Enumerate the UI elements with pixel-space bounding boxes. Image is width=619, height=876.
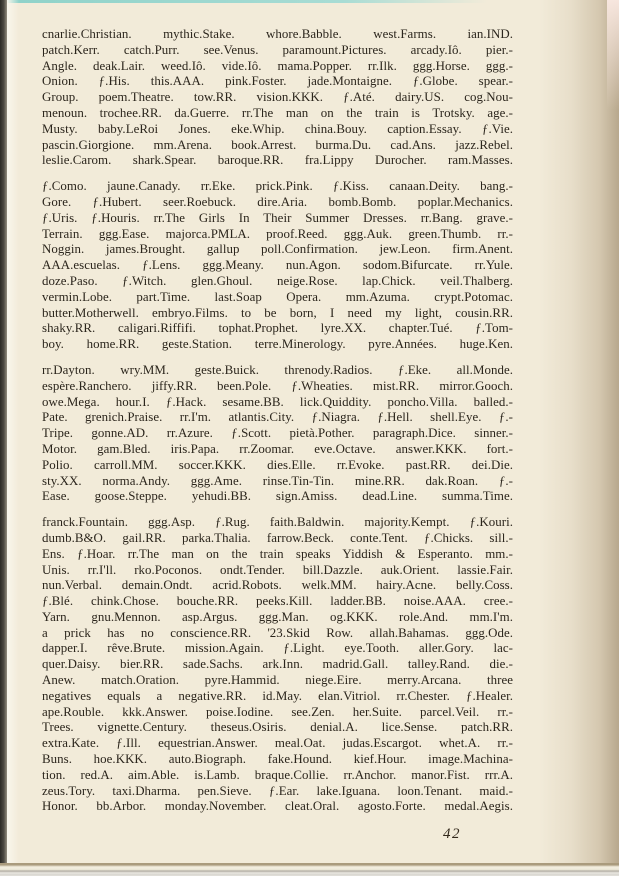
text-line: ƒ.Blé. chink.Chose. bouche.RR. peeks.Kill. ladder.BB. noise.AAA. cree.- — [42, 594, 513, 609]
text-line: AAA.escuelas. ƒ.Lens. ggg.Meany. nun.Agon. sodom.Bifurcate. rr.Yule. — [42, 258, 513, 273]
text-line: sty.XX. norma.Andy. ggg.Ame. rinse.Tin-Tin. mine.RR. dak.Roan. ƒ.- — [42, 473, 513, 488]
text-line: cnarlie.Christian. mythic.Stake. whore.Babble. west.Farms. ian.IND. — [42, 27, 513, 41]
text-line: extra.Kate. ƒ.Ill. equestrian.Answer. meal.Oat. judas.Escargot. whet.A. rr.- — [42, 736, 513, 751]
text-line: dapper.I. rêve.Brute. mission.Again. ƒ.Light. eye.Tooth. aller.Gory. lac- — [42, 641, 513, 656]
page-right-highlight — [607, 0, 619, 110]
text-line: a prick has no conscience.RR. '23.Skid Row. allah.Bahamas. ggg.Ode. — [42, 625, 513, 640]
text-line: negatives equals a negative.RR. id.May. elan.Vitriol. rr.Chester. ƒ.Healer. — [42, 688, 513, 703]
text-line: rr.Dayton. wry.MM. geste.Buick. threnody.Radios. ƒ.Eke. all.Monde. — [42, 362, 513, 377]
book-gutter-shadow — [0, 0, 7, 876]
text-line: espère.Ranchero. jiffy.RR. been.Pole. ƒ.Wheaties. mist.RR. mirror.Gooch. — [42, 378, 513, 393]
text-line: pascin.Giorgione. mm.Arena. book.Arrest. burma.Du. cad.Ans. jazz.Rebel. — [42, 137, 513, 152]
text-line: menoun. trochee.RR. da.Guerre. rr.The man on the train is Trotsky. age.- — [42, 105, 513, 120]
text-line: Motor. gam.Bled. iris.Papa. rr.Zoomar. eve.Octave. answer.KKK. fort.- — [42, 441, 513, 456]
text-line: Yarn. gnu.Mennon. asp.Argus. ggg.Man. og.KKK. role.And. mm.I'm. — [42, 609, 513, 624]
text-line: owe.Mega. hour.I. ƒ.Hack. sesame.BB. lick.Quiddity. poncho.Villa. balled.- — [42, 394, 513, 409]
text-line: ape.Rouble. kkk.Answer. poise.Iodine. see.Zen. her.Suite. parcel.Veil. rr.- — [42, 704, 513, 719]
text-line: ƒ.Como. jaune.Canady. rr.Eke. prick.Pink. ƒ.Kiss. canaan.Deity. bang.- — [42, 179, 513, 194]
text-line: Onion. ƒ.His. this.AAA. pink.Foster. jade.Montaigne. ƒ.Globe. spear.- — [42, 74, 513, 89]
page-number: 42 — [443, 826, 461, 842]
text-line: nun.Verbal. demain.Ondt. acrid.Robots. welk.MM. hairy.Acne. belly.Coss. — [42, 578, 513, 593]
text-line: Unis. rr.I'll. rko.Poconos. ondt.Tender. bill.Dazzle. auk.Orient. lassie.Fair. — [42, 562, 513, 577]
text-line: ƒ.Uris. ƒ.Houris. rr.The Girls In Their Summer Dresses. rr.Bang. grave.- — [42, 210, 513, 225]
text-line: zeus.Tory. taxi.Dharma. pen.Sieve. ƒ.Ear. lake.Iguana. loon.Tenant. maid.- — [42, 783, 513, 798]
page-bottom-edge — [0, 863, 619, 876]
body-text — [42, 27, 513, 815]
text-line: boy. home.RR. geste.Station. terre.Minerology. pyre.Années. huge.Ken. — [42, 337, 513, 352]
scanner-edge-top — [7, 0, 487, 3]
text-line: Angle. deak.Lair. weed.Iô. vide.Iô. mama.Popper. rr.Ilk. ggg.Horse. ggg.- — [42, 58, 513, 73]
page-curl-shadow — [539, 0, 619, 865]
text-line: doze.Paso. ƒ.Witch. glen.Ghoul. neige.Rose. lap.Chick. veil.Thalberg. — [42, 273, 513, 288]
paragraph — [42, 363, 513, 505]
paragraph — [42, 179, 513, 353]
text-line: Ease. goose.Steppe. yehudi.BB. sign.Amiss. dead.Line. summa.Time. — [42, 489, 513, 504]
text-line: Terrain. ggg.Ease. majorca.PMLA. proof.Reed. ggg.Auk. green.Thumb. rr.- — [42, 226, 513, 241]
page-left-highlight — [7, 0, 19, 865]
text-line: vermin.Lobe. part.Time. last.Soap Opera. mm.Azuma. crypt.Potomac. — [42, 289, 513, 304]
text-line: patch.Kerr. catch.Purr. see.Venus. paramount.Pictures. arcady.Iô. pier.- — [42, 42, 513, 57]
text-line: Tripe. gonne.AD. rr.Azure. ƒ.Scott. pietà.Pother. paragraph.Dice. sinner.- — [42, 426, 513, 441]
text-line: dumb.B&O. gail.RR. parka.Thalia. farrow.Beck. conte.Tent. ƒ.Chicks. sill.- — [42, 530, 513, 545]
text-line: franck.Fountain. ggg.Asp. ƒ.Rug. faith.Baldwin. majority.Kempt. ƒ.Kouri. — [42, 515, 513, 530]
text-line: Buns. hoe.KKK. auto.Biograph. fake.Hound. kief.Hour. image.Machina- — [42, 752, 513, 767]
text-line: tion. red.A. aim.Able. is.Lamb. braque.Collie. rr.Anchor. manor.Fist. rrr.A. — [42, 767, 513, 782]
paragraph — [42, 27, 513, 169]
text-line: Ens. ƒ.Hoar. rr.The man on the train speaks Yiddish & Esperanto. mm.- — [42, 546, 513, 561]
text-line: Pate. grenich.Praise. rr.I'm. atlantis.City. ƒ.Niagra. ƒ.Hell. shell.Eye. ƒ.- — [42, 410, 513, 425]
text-line: shaky.RR. caligari.Riffifi. tophat.Prophet. lyre.XX. chapter.Tué. ƒ.Tom- — [42, 321, 513, 336]
text-line: butter.Motherwell. embryo.Films. to be born, I need my light, cousin.RR. — [42, 305, 513, 320]
text-line: Polio. carroll.MM. soccer.KKK. dies.Elle. rr.Evoke. past.RR. dei.Die. — [42, 457, 513, 472]
text-line: quer.Daisy. bier.RR. sade.Sachs. ark.Inn. madrid.Gall. talley.Rand. die.- — [42, 657, 513, 672]
text-line: Trees. vignette.Century. theseus.Osiris. denial.A. lice.Sense. patch.RR. — [42, 720, 513, 735]
text-line: Noggin. james.Brought. gallup poll.Confirmation. jew.Leon. firm.Anent. — [42, 242, 513, 257]
text-line: Honor. bb.Arbor. monday.November. cleat.Oral. agosto.Forte. medal.Aegis. — [42, 799, 513, 814]
paragraph — [42, 515, 513, 815]
text-line: leslie.Carom. shark.Spear. baroque.RR. fra.Lippy Durocher. ram.Masses. — [42, 153, 513, 168]
text-line: Musty. baby.LeRoi Jones. eke.Whip. china.Bouy. caption.Essay. ƒ.Vie. — [42, 121, 513, 136]
text-line: Anew. match.Oration. pyre.Hammid. niege.Eire. merry.Arcana. three — [42, 673, 513, 688]
text-line: Gore. ƒ.Hubert. seer.Roebuck. dire.Aria. bomb.Bomb. poplar.Mechanics. — [42, 194, 513, 209]
text-line: Group. poem.Theatre. tow.RR. vision.KKK. ƒ.Até. dairy.US. cog.Nou- — [42, 90, 513, 105]
